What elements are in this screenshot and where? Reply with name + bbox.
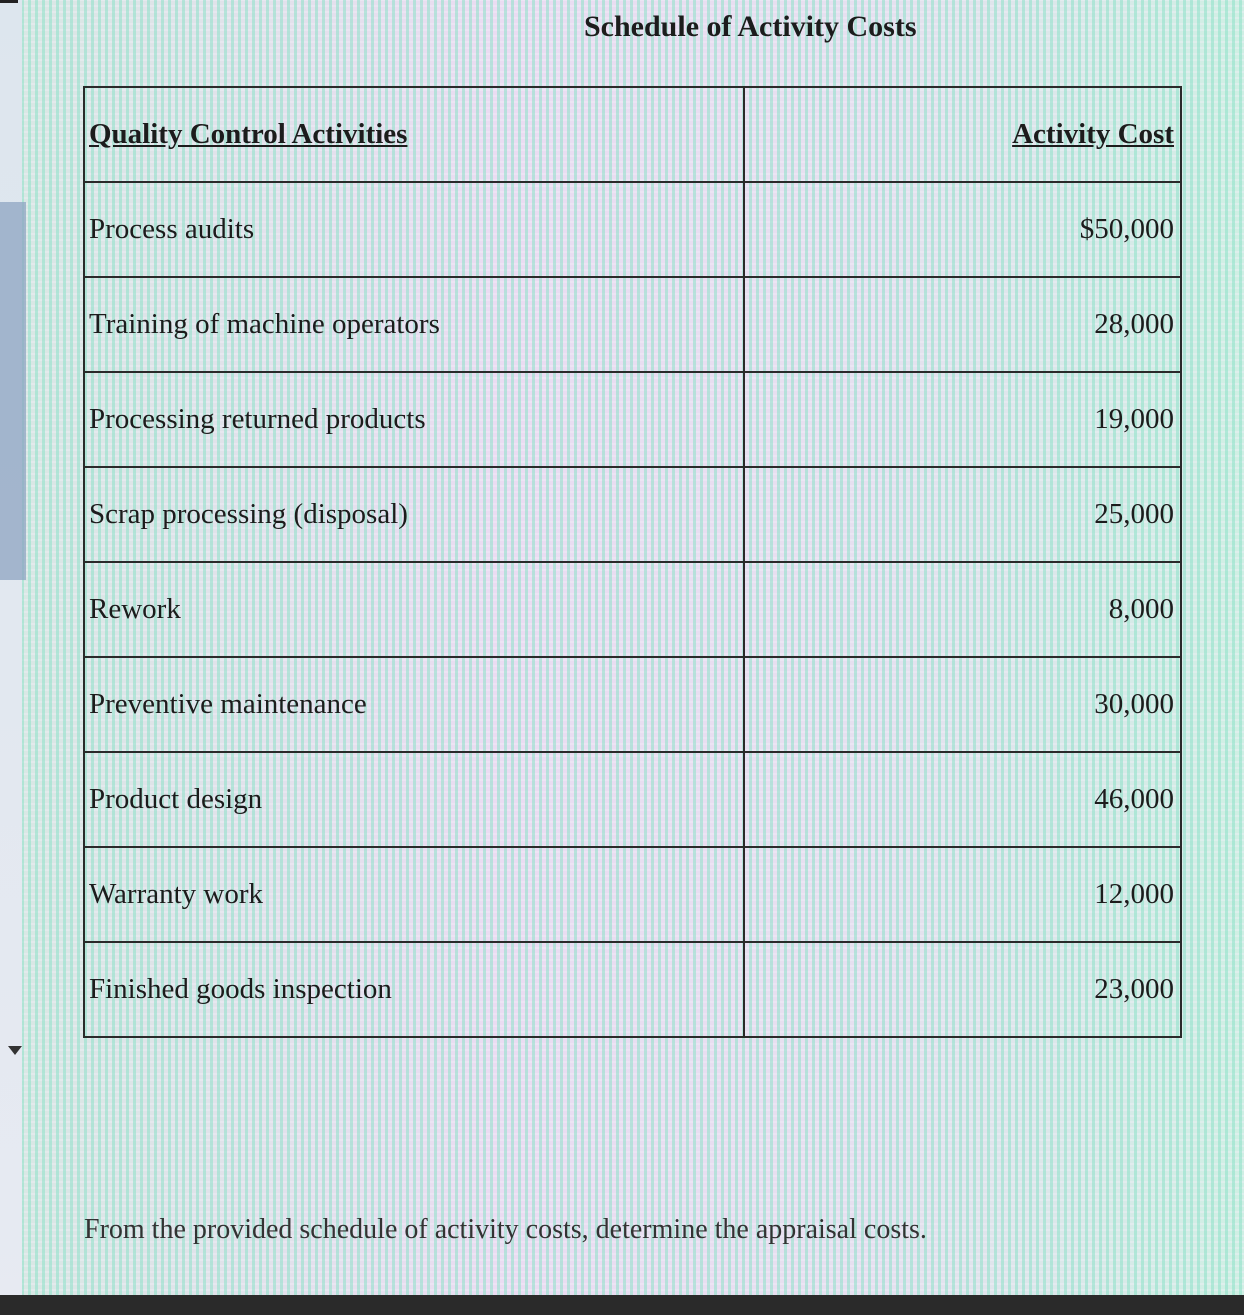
activity-cost: 23,000 (744, 942, 1181, 1037)
table-row (84, 657, 1181, 752)
table-row (84, 942, 1181, 1037)
activity-name: Training of machine operators (84, 277, 744, 372)
activity-name: Rework (84, 562, 744, 657)
activity-name: Preventive maintenance (84, 657, 744, 752)
activity-cost: 8,000 (744, 562, 1181, 657)
schedule-title: Schedule of Activity Costs (584, 10, 917, 43)
activity-name: Product design (84, 752, 744, 847)
activity-cost: 30,000 (744, 657, 1181, 752)
table-row (84, 752, 1181, 847)
table-row (84, 562, 1181, 657)
scrollbar-thumb[interactable] (0, 202, 26, 580)
activity-name: Scrap processing (disposal) (84, 467, 744, 562)
activity-cost-table (83, 86, 1182, 1038)
header-quality-control-activities: Quality Control Activities (84, 87, 744, 182)
question-text: From the provided schedule of activity costs, determine the appraisal costs. (84, 1214, 927, 1245)
table-row (84, 372, 1181, 467)
top-edge-mark (0, 0, 18, 3)
activity-cost: 46,000 (744, 752, 1181, 847)
scroll-down-arrow-icon[interactable] (8, 1046, 22, 1055)
header-activity-cost: Activity Cost (744, 87, 1181, 182)
table-row (84, 182, 1181, 277)
left-gutter (0, 0, 22, 1315)
activity-cost: 12,000 (744, 847, 1181, 942)
activity-name: Processing returned products (84, 372, 744, 467)
table-row (84, 467, 1181, 562)
monitor-bezel-edge (0, 1295, 1244, 1315)
activity-name: Finished goods inspection (84, 942, 744, 1037)
activity-name: Warranty work (84, 847, 744, 942)
activity-cost: 25,000 (744, 467, 1181, 562)
table-header-row (84, 87, 1181, 182)
table-row (84, 277, 1181, 372)
activity-cost: 28,000 (744, 277, 1181, 372)
table-row (84, 847, 1181, 942)
activity-cost: 19,000 (744, 372, 1181, 467)
activity-cost: $50,000 (744, 182, 1181, 277)
activity-name: Process audits (84, 182, 744, 277)
